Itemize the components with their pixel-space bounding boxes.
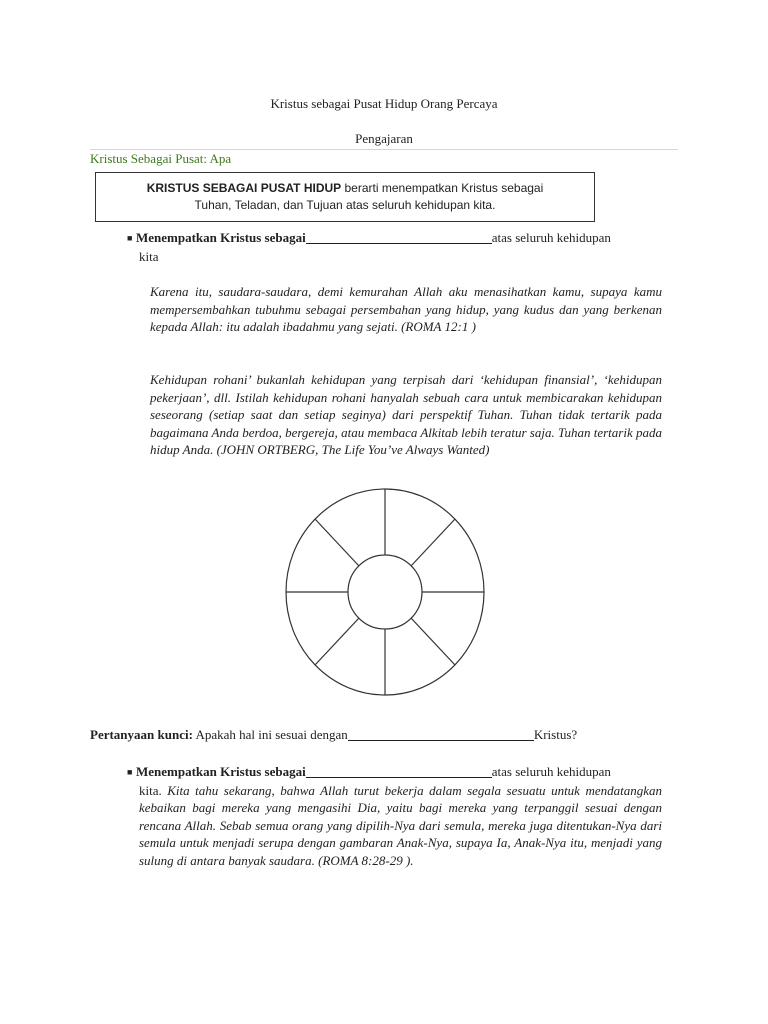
quote-roma-12: Karena itu, saudara-saudara, demi kemurahan Allah aku menasihatkan kamu, supaya kamu mempersembahkan tubuhmu sebagai persembahan yang hidup, yang kudus dan yang berkenan kepada Allah: itu adalah ibadahmu yang sejati. (ROMA 12:1 ) xyxy=(150,284,662,334)
section-heading: Kristus Sebagai Pusat: Apa xyxy=(90,151,232,166)
bullet-1-after: atas seluruh kehidupan xyxy=(491,230,611,245)
heading-rule xyxy=(90,149,678,150)
key-question-label: Pertanyaan kunci: xyxy=(90,727,193,742)
key-question-text: Apakah hal ini sesuai dengan xyxy=(192,727,348,742)
bullet-2-blank xyxy=(306,765,492,778)
bullet-2 xyxy=(127,763,662,869)
bullet-marker: ■ xyxy=(127,233,133,243)
bullet-marker: ■ xyxy=(127,767,133,777)
wheel-spoke-bottom-left xyxy=(315,618,359,665)
bullet-1-continuation: kita xyxy=(139,248,159,264)
bullet-2-quote: Kita tahu sekarang, bahwa Allah turut bekerja dalam segala sesuatu untuk mendatangkan kebaikan bagi mereka yang mengasihi Dia, yaitu bagi mereka yang terpanggil sesuai dengan rencana Allah. Sebab semua orang yang dipilih-Nya dari semula, mereka juga ditentukan-Nya dari semula untuk menjadi serupa dengan gambaran Anak-Nya, supaya Ia, Anak-Nya itu, menjadi yang sulung di antara banyak saudara. (ROMA 8:28-29 ). xyxy=(139,782,662,868)
bullet-2-bold: Menempatkan Kristus sebagai xyxy=(136,764,306,779)
definition-line-1 xyxy=(96,180,594,197)
bullet-2-line-1 xyxy=(127,763,662,782)
document-subtitle: Pengajaran xyxy=(355,131,413,146)
quote-ortberg: Kehidupan rohani’ bukanlah kehidupan yang terpisah dari ‘kehidupan finansial’, ‘kehidupan pekerjaan’, dll. Istilah kehidupan rohani hanyalah sebuah cara untuk membicarakan kehidupan seseorang (setiap saat dan setiap seginya) dari perspektif Tuhan. Tuhan tidak tertarik pada bagaimana Anda berdoa, bergereja, atau membaca Alkitab lebih teratur saja. Tuhan tertarik pada hidup Anda. (JOHN ORTBERG, The Life You’ve Always Wanted) xyxy=(150,372,662,457)
document-title: Kristus sebagai Pusat Hidup Orang Percaya xyxy=(270,96,498,111)
bullet-1-blank xyxy=(306,231,492,244)
wheel-spoke-top-left xyxy=(315,519,359,566)
bullet-2-lead: kita. xyxy=(139,782,168,798)
wheel-spoke-top-right xyxy=(411,519,455,566)
definition-bold: KRISTUS SEBAGAI PUSAT HIDUP xyxy=(146,181,342,195)
bullet-2-body xyxy=(127,782,662,870)
key-question xyxy=(90,727,577,743)
bullet-1 xyxy=(127,229,662,265)
key-question-after: Kristus? xyxy=(533,727,578,742)
key-question-blank xyxy=(348,728,534,741)
bullet-1-bold: Menempatkan Kristus sebagai xyxy=(136,230,306,245)
definition-box xyxy=(95,172,595,222)
definition-rest: berarti menempatkan Kristus sebagai xyxy=(341,181,544,195)
wheel-diagram xyxy=(284,488,488,698)
wheel-spoke-bottom-right xyxy=(411,618,455,665)
wheel-inner-circle xyxy=(348,555,422,629)
definition-line-2: Tuhan, Teladan, dan Tujuan atas seluruh kehidupan kita. xyxy=(194,198,496,212)
bullet-2-after: atas seluruh kehidupan xyxy=(491,764,611,779)
